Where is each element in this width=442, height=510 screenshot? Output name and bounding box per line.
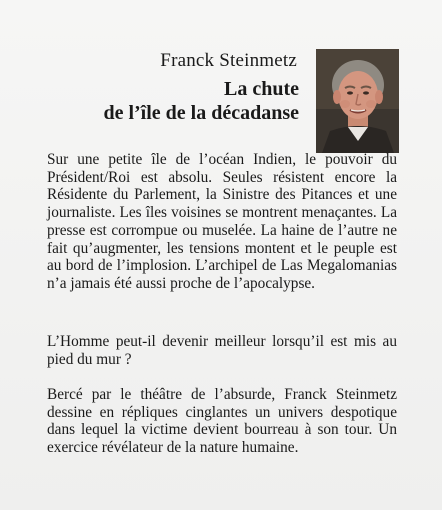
author-photo bbox=[316, 49, 399, 153]
author-portrait-image bbox=[316, 49, 399, 153]
book-title-line-1: La chute bbox=[224, 78, 299, 100]
description-paragraph-1 bbox=[47, 151, 397, 293]
book-title bbox=[103, 77, 299, 125]
paragraph-text: Bercé par le théâtre de l’absurde, Franck Steinmetz dessine en répliques cinglantes un univers despotique dans lequel la victime devient bourreau à son tour. Un exercice révélateur de la nature humaine. bbox=[47, 386, 397, 457]
paragraph-text: L’Homme peut-il devenir meilleur lorsqu’il est mis au pied du mur ? bbox=[47, 333, 397, 368]
description-paragraph-2 bbox=[47, 333, 397, 368]
author-name: Franck Steinmetz bbox=[160, 50, 297, 71]
paragraph-text: Sur une petite île de l’océan Indien, le pouvoir du Président/Roi est absolu. Seules résistent encore la Résidente du Parlement, la Sinistre des Pitances et une journaliste. Les îles voisines se montrent menaçantes. La presse est corrompue ou muselée. La haine de l’autre ne fait qu’augmenter, les tensions montent et le peuple est au bord de l’implosion. L’archipel de Las Megalomanias n’a jamais été aussi proche de l’apocalypse. bbox=[47, 151, 397, 292]
description-paragraph-3 bbox=[47, 386, 397, 457]
book-title-line-2: de l’île de la décadanse bbox=[103, 102, 299, 124]
